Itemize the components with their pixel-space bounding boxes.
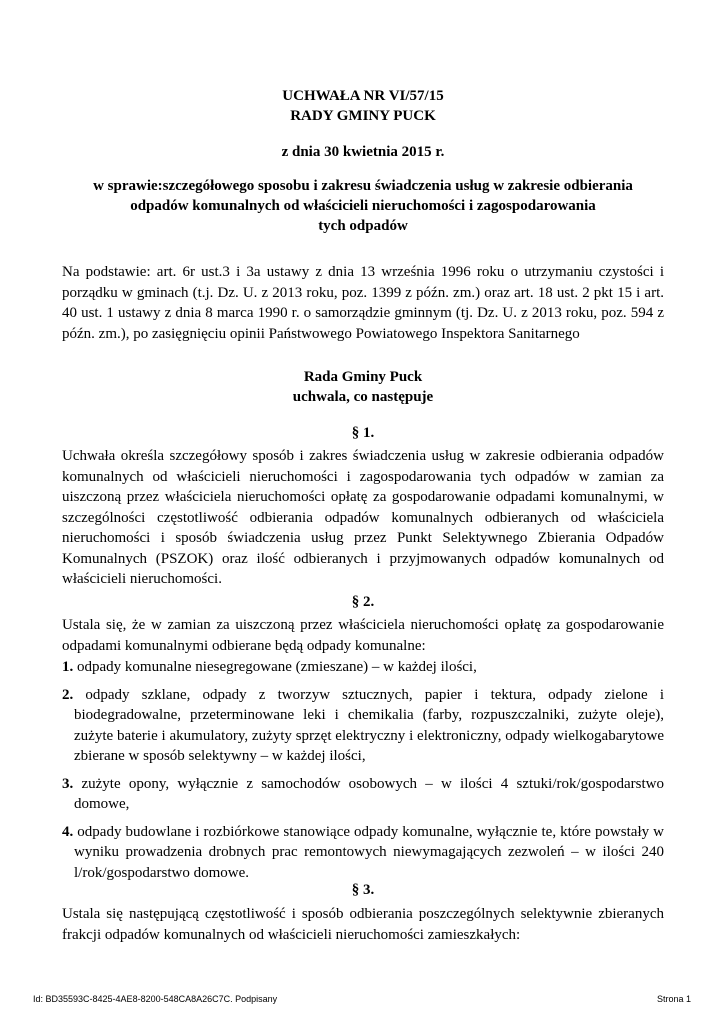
- resolution-title: [62, 86, 664, 126]
- list-item-number: 1.: [62, 659, 74, 675]
- section-3-text: Ustala się następującą częstotliwość i sposób odbierania poszczególnych selektywnie zbieranych frakcji odpadów komunalnych od właścicieli nieruchomości zamieszkałych:: [62, 906, 664, 943]
- section-2-heading: § 2.: [351, 594, 375, 610]
- council-line-2: uchwala, co następuje: [292, 389, 434, 405]
- title-line-2: RADY GMINY PUCK: [290, 108, 436, 124]
- list-item-text: zużyte opony, wyłącznie z samochodów osobowych – w ilości 4 sztuki/rok/gospodarstwo domowe,: [74, 775, 664, 812]
- list-item: [62, 774, 664, 815]
- subject-line-1: w sprawie:szczegółowego sposobu i zakresu świadczenia usług w zakresie odbierania: [93, 178, 633, 194]
- subject-line-2: odpadów komunalnych od właścicieli nieruchomości i zagospodarowania: [130, 198, 596, 214]
- title-line-1: UCHWAŁA NR VI/57/15: [282, 88, 444, 104]
- council-line-1: Rada Gminy Puck: [303, 369, 423, 385]
- resolution-date: z dnia 30 kwietnia 2015 r.: [281, 144, 445, 160]
- list-item-text: odpady szklane, odpady z tworzyw sztucznych, papier i tektura, odpady zielone i biodegradowalne, przeterminowane leki i chemikalia (farby, rozpuszczalniki, zużyte oleje), zużyte baterie i akumulatory, zużyty sprzęt elektryczny i elektroniczny, odpady wielkogabarytowe zbierane w sposób selektywny – w każdej ilości,: [74, 686, 664, 764]
- list-item-number: 2.: [62, 686, 74, 703]
- list-item: [62, 685, 664, 767]
- list-item-text: odpady budowlane i rozbiórkowe stanowiące odpady komunalne, wyłącznie te, które powstały w wyniku prowadzenia drobnych prac remontowych niewymagających zezwoleń – w ilości 240 l/rok/gospodarstwo domowe.: [74, 823, 664, 881]
- list-item: [62, 822, 664, 884]
- section-2-list: [62, 657, 664, 890]
- section-1-text: Uchwała określa szczegółowy sposób i zakres świadczenia usług w zakresie odbierania odpadów komunalnych od właścicieli nieruchomości i zagospodarowania tych odpadów w zamian za uiszczoną przez właściciela nieruchomości opłatę za gospodarowanie odpadami komunalnymi, w szczególności częstotliwość odbierania odpadów komunalnych odbieranych od właściciela nieruchomości i sposób świadczenia usług przez Punkt Selektywnego Zbierania Odpadów Komunalnych (PSZOK) oraz ilość odbieranych i przyjmowanych odpadów komunalnych od właścicieli nieruchomości.: [62, 448, 664, 587]
- page-number: Strona 1: [656, 994, 691, 1004]
- section-1-heading: § 1.: [351, 425, 375, 441]
- list-item: [62, 657, 664, 678]
- legal-basis: Na podstawie: art. 6r ust.3 i 3a ustawy z dnia 13 września 1996 roku o utrzymaniu czystości i porządku w gminach (t.j. Dz. U. z 2013 roku, poz. 1399 z późn. zm.) oraz art. 18 ust. 2 pkt 15 i art. 40 ust. 1 ustawy z dnia 8 marca 1990 r. o samorządzie gminnym (tj. Dz. U. z 2013 roku, poz. 594 z późn. zm.), po zasięgnięciu opinii Państwowego Powiatowego Inspektora Sanitarnego: [62, 264, 664, 342]
- list-item-text: odpady komunalne niesegregowane (zmieszane) – w każdej ilości,: [77, 659, 477, 675]
- subject-line-3: tych odpadów: [318, 218, 408, 234]
- council-statement: [62, 367, 664, 407]
- resolution-subject: [62, 176, 664, 236]
- document-id: Id: BD35593C-8425-4AE8-8200-548CA8A26C7C. Podpisany: [33, 994, 278, 1004]
- section-2-text: Ustala się, że w zamian za uiszczoną przez właściciela nieruchomości opłatę za gospodarowanie odpadami komunalnymi odbierane będą odpady komunalne:: [62, 617, 664, 654]
- list-item-number: 4.: [62, 823, 74, 840]
- list-item-number: 3.: [62, 775, 74, 792]
- section-3-heading: § 3.: [351, 882, 375, 898]
